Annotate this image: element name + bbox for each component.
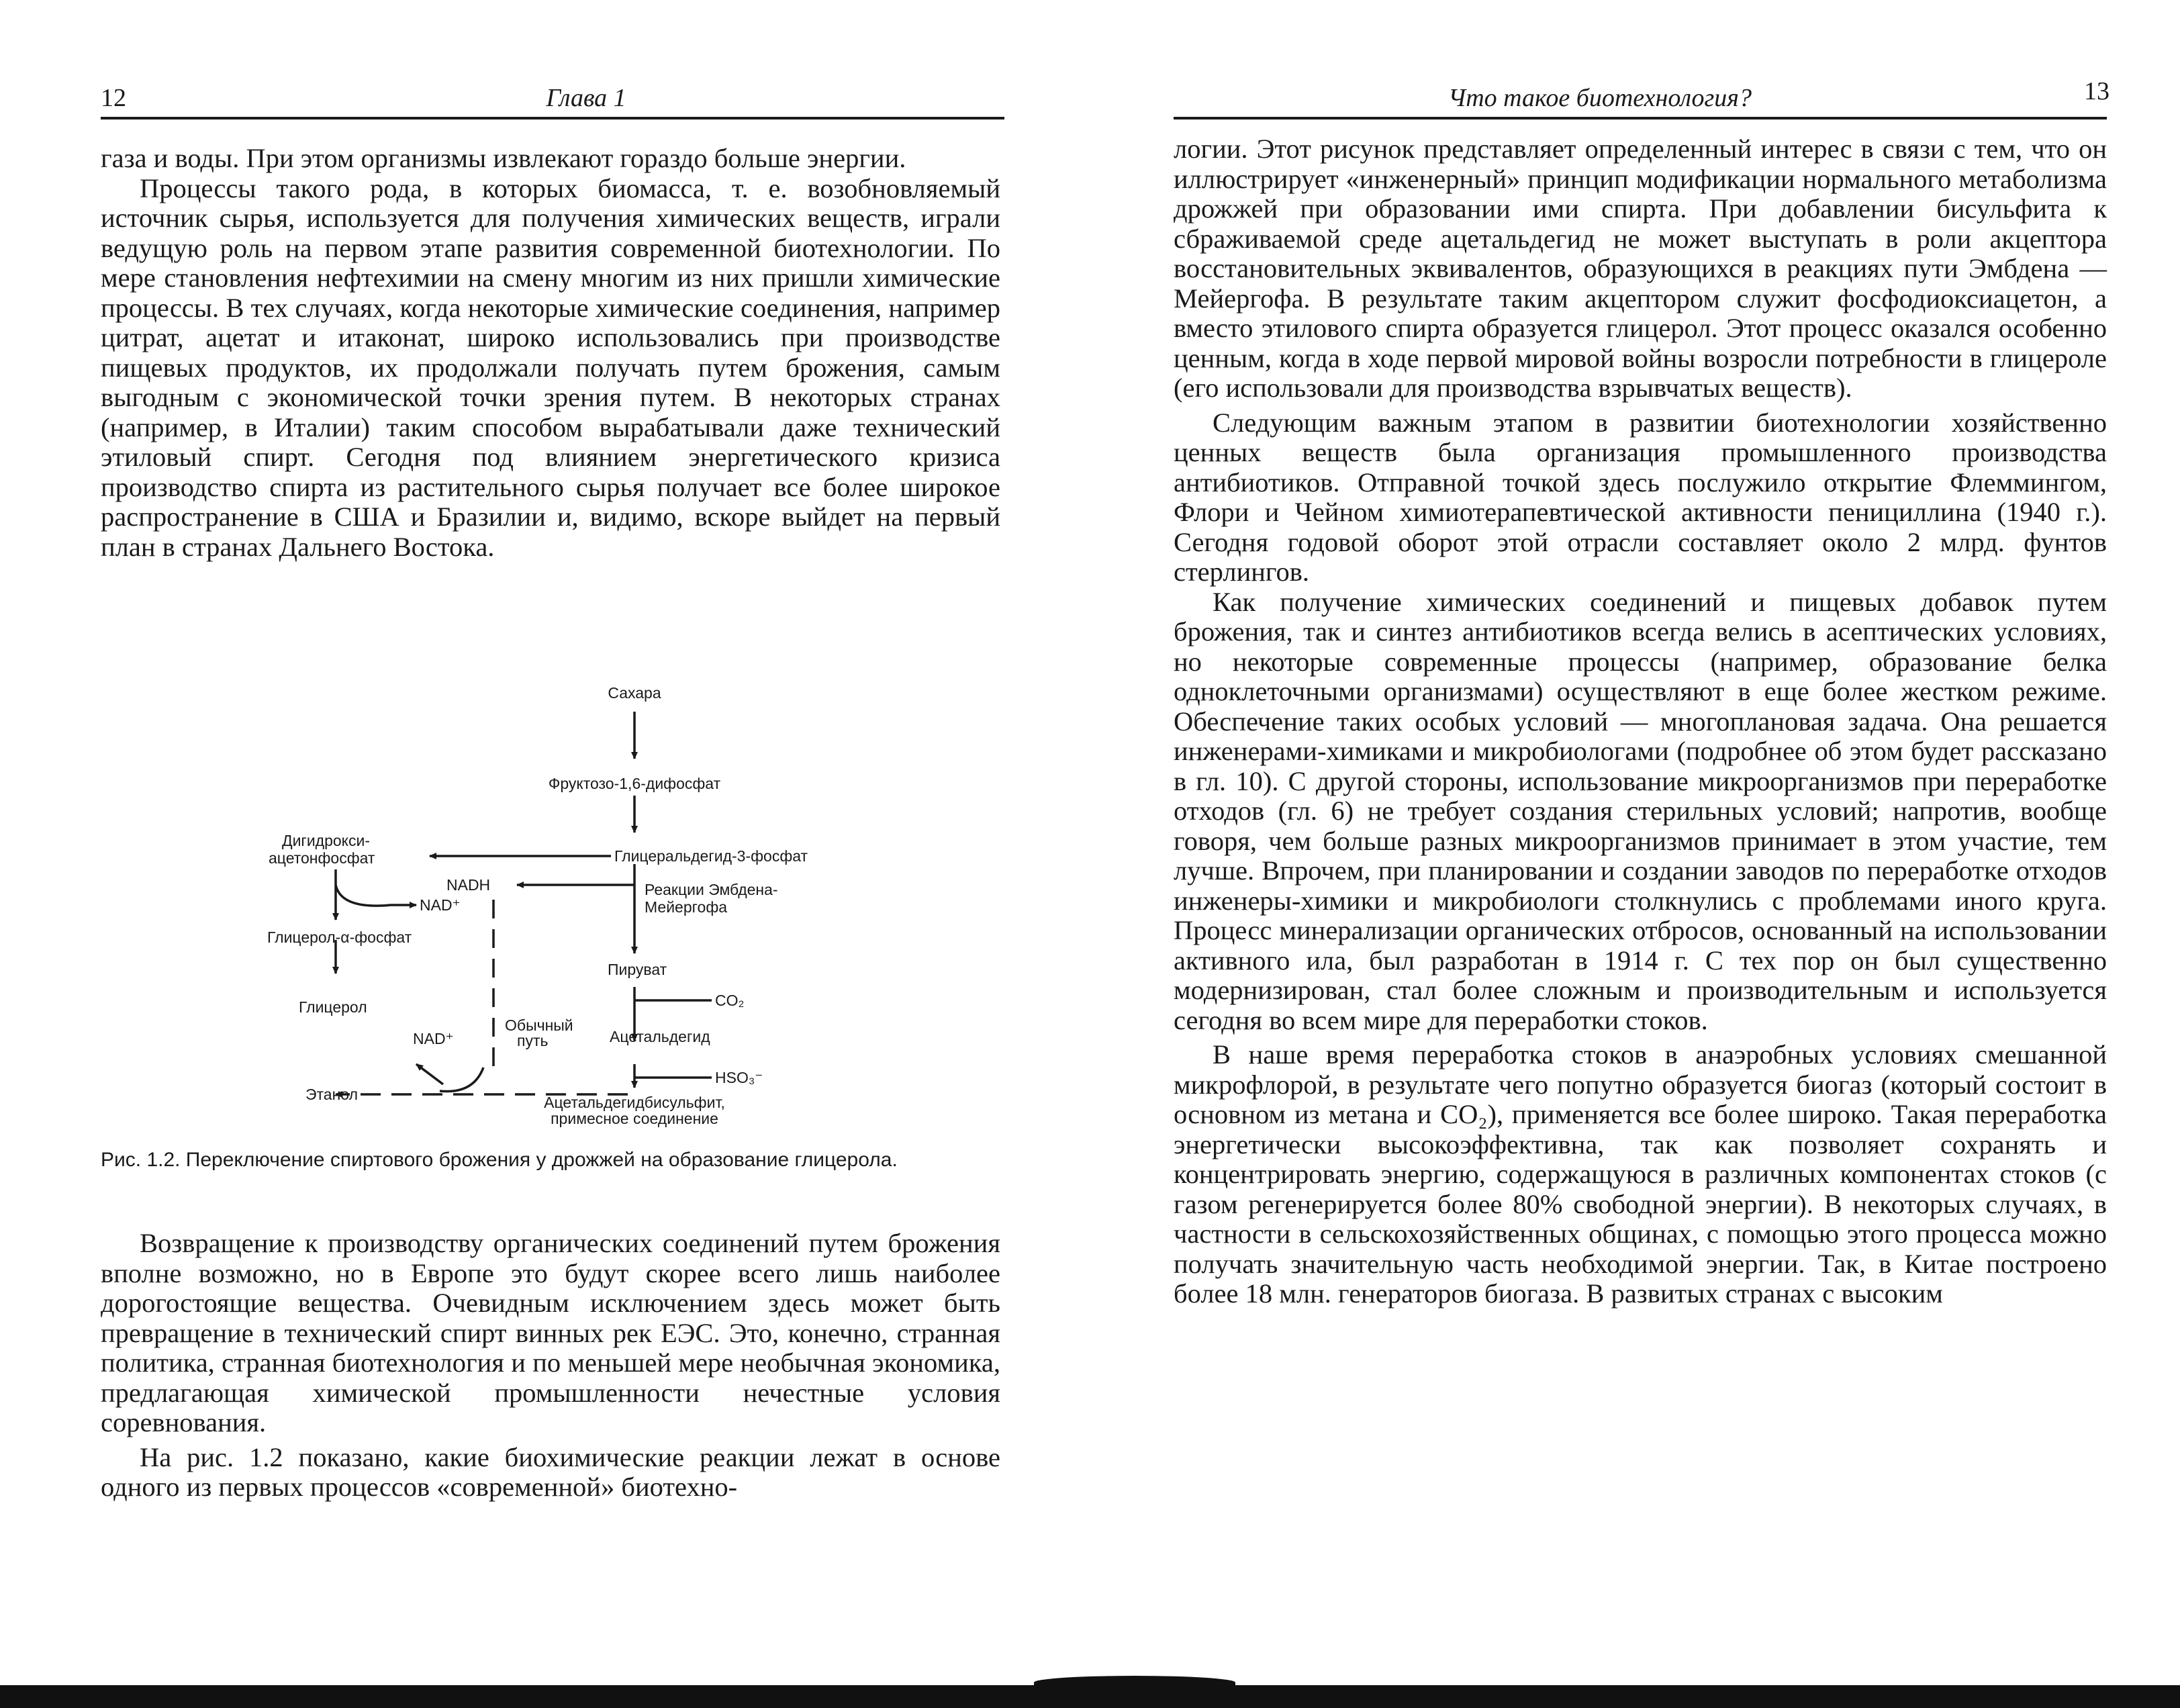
label-sugars: Сахара	[608, 684, 661, 702]
paragraph: Возвращение к производству органических соединений путем брожения вполне возможно, но в Европе это будут скорее всего лишь наиболее дорогостоящие вещества. Очевидным исключением здесь может быть превращение в технический спирт винных рек ЕЭС. Это, конечно, странная политика, странная биотехнология и по меньшей мере необычная экономика, предлагающая химической промышленности нечестные условия соревнования.	[101, 1228, 1000, 1437]
label-bisulfite-1: Ацетальдегидбисульфит,	[544, 1094, 725, 1111]
label-pyruvate: Пируват	[608, 961, 667, 978]
arrow-nad-regeneration	[336, 885, 416, 906]
left-text-top	[101, 144, 1000, 562]
right-chapter-title: Что такое биотехнология?	[1448, 84, 1752, 112]
label-co2: CO₂	[715, 992, 745, 1009]
right-page	[1090, 0, 2180, 1708]
label-embden-2: Мейергофа	[645, 898, 728, 916]
paragraph: В наше время переработка стоков в анаэробных условиях смешанной микрофлорой, в результате чего попутно образуется биогаз (который состоит в основном из метана и CO₂), применяется все более широко. Такая переработка энергетически высокоэффективна, так как позволяет сохранять и концентрировать энергию, содержащуюся в различных компонентах стоков (с газом регенерируется более 80% свободной энергии). В некоторых случаях, в частности в сельскохозяйственных общинах, с помощью этого процесса можно получать значительную часть необходимой энергии. Так, в Китае построено более 18 млн. генераторов биогаза. В развитых странах с высоким	[1174, 1039, 2107, 1309]
right-page-number: 13	[2084, 77, 2110, 105]
label-nadh: NADH	[446, 876, 491, 894]
label-nad-plus-1: NAD⁺	[420, 896, 461, 914]
left-running-head	[101, 79, 1004, 120]
paragraph: Как получение химических соединений и пищевых добавок путем брожения, так и синтез антибиотиков всегда велись в асептических условиях, но некоторые современные процессы (например, образование белка одноклеточными организмами) осуществляют в еще более жестком режиме. Обеспечение таких особых условий — многоплановая задача. Она решается инженерами-химиками и микробиологами (подробнее об этом будет рассказано в гл. 10). С другой стороны, использование микроорганизмов при переработке отходов (гл. 6) не требует создания стерильных условий; напротив, вообще говоря, чем больше разных микроорганизмов принимает в этом участие, тем лучше. Впрочем, при планировании и создании заводов по переработке отходов инженеры-химики и микробиологи столкнулись с проблемами иного круга. Процесс минерализации органических отбросов, основанный на использовании активного ила, был разработан в 1914 г. С тех пор он был существенно модернизирован, стал более сложным и производительным и используется сегодня во всем мире для переработки стоков.	[1174, 586, 2107, 1035]
label-ethanol: Этанол	[305, 1086, 359, 1103]
usual-path-curve	[440, 1068, 483, 1092]
label-g3p: Глицеральдегид-3-фосфат	[614, 847, 808, 865]
fermentation-diagram	[242, 665, 886, 1148]
paragraph: логии. Этот рисунок представляет определенный интерес в связи с тем, что он иллюстрирует «инженерный» принцип модификации нормального метаболизма дрожжей при образовании ими спирта. При добавлении бисульфита к сбраживаемой среде ацетальдегид не может выступать в роли акцептора восстановительных эквивалентов, образующихся в реакциях пути Эмбдена — Мейергофа. В результате таким акцептором служит фосфодиоксиацетон, а вместо этилового спирта образуется глицерол. Этот процесс оказался особенно ценным, когда в ходе первой мировой войны возросли потребности в глицероле (его использовали для производства взрывчатых веществ).	[1174, 134, 2107, 403]
label-usual-1: Обычный	[505, 1016, 573, 1034]
paragraph: Процессы такого рода, в которых биомасса, т. е. возобновляемый источник сырья, используется для получения химических веществ, играли ведущую роль на первом этапе развития современной биотехнологии. По мере становления нефтехимии на смену многим из них пришли химические процессы. В тех случаях, когда некоторые химические соединения, например цитрат, ацетат и итаконат, широко использовались при производстве пищевых продуктов, их продолжали получать путем брожения, самым выгодным с экономической точки зрения путем. В некоторых странах (например, в Италии) таким способом вырабатывали даже технический этиловый спирт. Сегодня под влиянием энергетического кризиса производство спирта из растительного сырья получает все более широкое распространение в США и Бразилии и, видимо, вскоре выйдет на первый план в странах Дальнего Востока.	[101, 173, 1000, 562]
label-bisulfite-2: примесное соединение	[551, 1110, 718, 1127]
label-dhap-1: Дигидрокси-	[282, 832, 370, 849]
paragraph: На рис. 1.2 показано, какие биохимические реакции лежат в основе одного из первых процессов «современной» биотехно-	[101, 1441, 1000, 1502]
right-text	[1174, 134, 2107, 1309]
label-hso3: HSO₃⁻	[715, 1069, 763, 1086]
scan-bottom-edge	[0, 1685, 2180, 1708]
right-running-head	[1174, 77, 2110, 120]
label-acetaldehyde: Ацетальдегид	[610, 1028, 710, 1045]
label-dhap-2: ацетонфосфат	[269, 849, 375, 867]
figure-caption: Рис. 1.2. Переключение спиртового брожения у дрожжей на образование глицерола.	[101, 1149, 898, 1171]
label-usual-2: путь	[517, 1032, 549, 1049]
paragraph: Следующим важным этапом в развитии биотехнологии хозяйственно ценных веществ была организация промышленного производства антибиотиков. Отправной точкой здесь послужило открытие Флеммингом, Флори и Чейном химиотерапевтической активности пенициллина (1940 г.). Сегодня годовой оборот этой отрасли составляет около 2 млрд. фунтов стерлингов.	[1174, 407, 2107, 587]
label-nad-plus-2: NAD⁺	[413, 1030, 454, 1047]
left-page-number: 12	[101, 84, 126, 112]
label-embden-1: Реакции Эмбдена-	[645, 881, 778, 898]
arrow-nad-plus	[416, 1064, 443, 1084]
label-fructose: Фруктозо-1,6-дифосфат	[548, 775, 721, 792]
label-glycerol-phosphate: Глицерол-α-фосфат	[267, 929, 412, 946]
paragraph: газа и воды. При этом организмы извлекают гораздо больше энергии.	[101, 143, 906, 173]
left-text-bottom	[101, 1229, 1000, 1503]
label-glycerol: Глицерол	[299, 998, 367, 1016]
left-chapter-title: Глава 1	[546, 84, 626, 112]
